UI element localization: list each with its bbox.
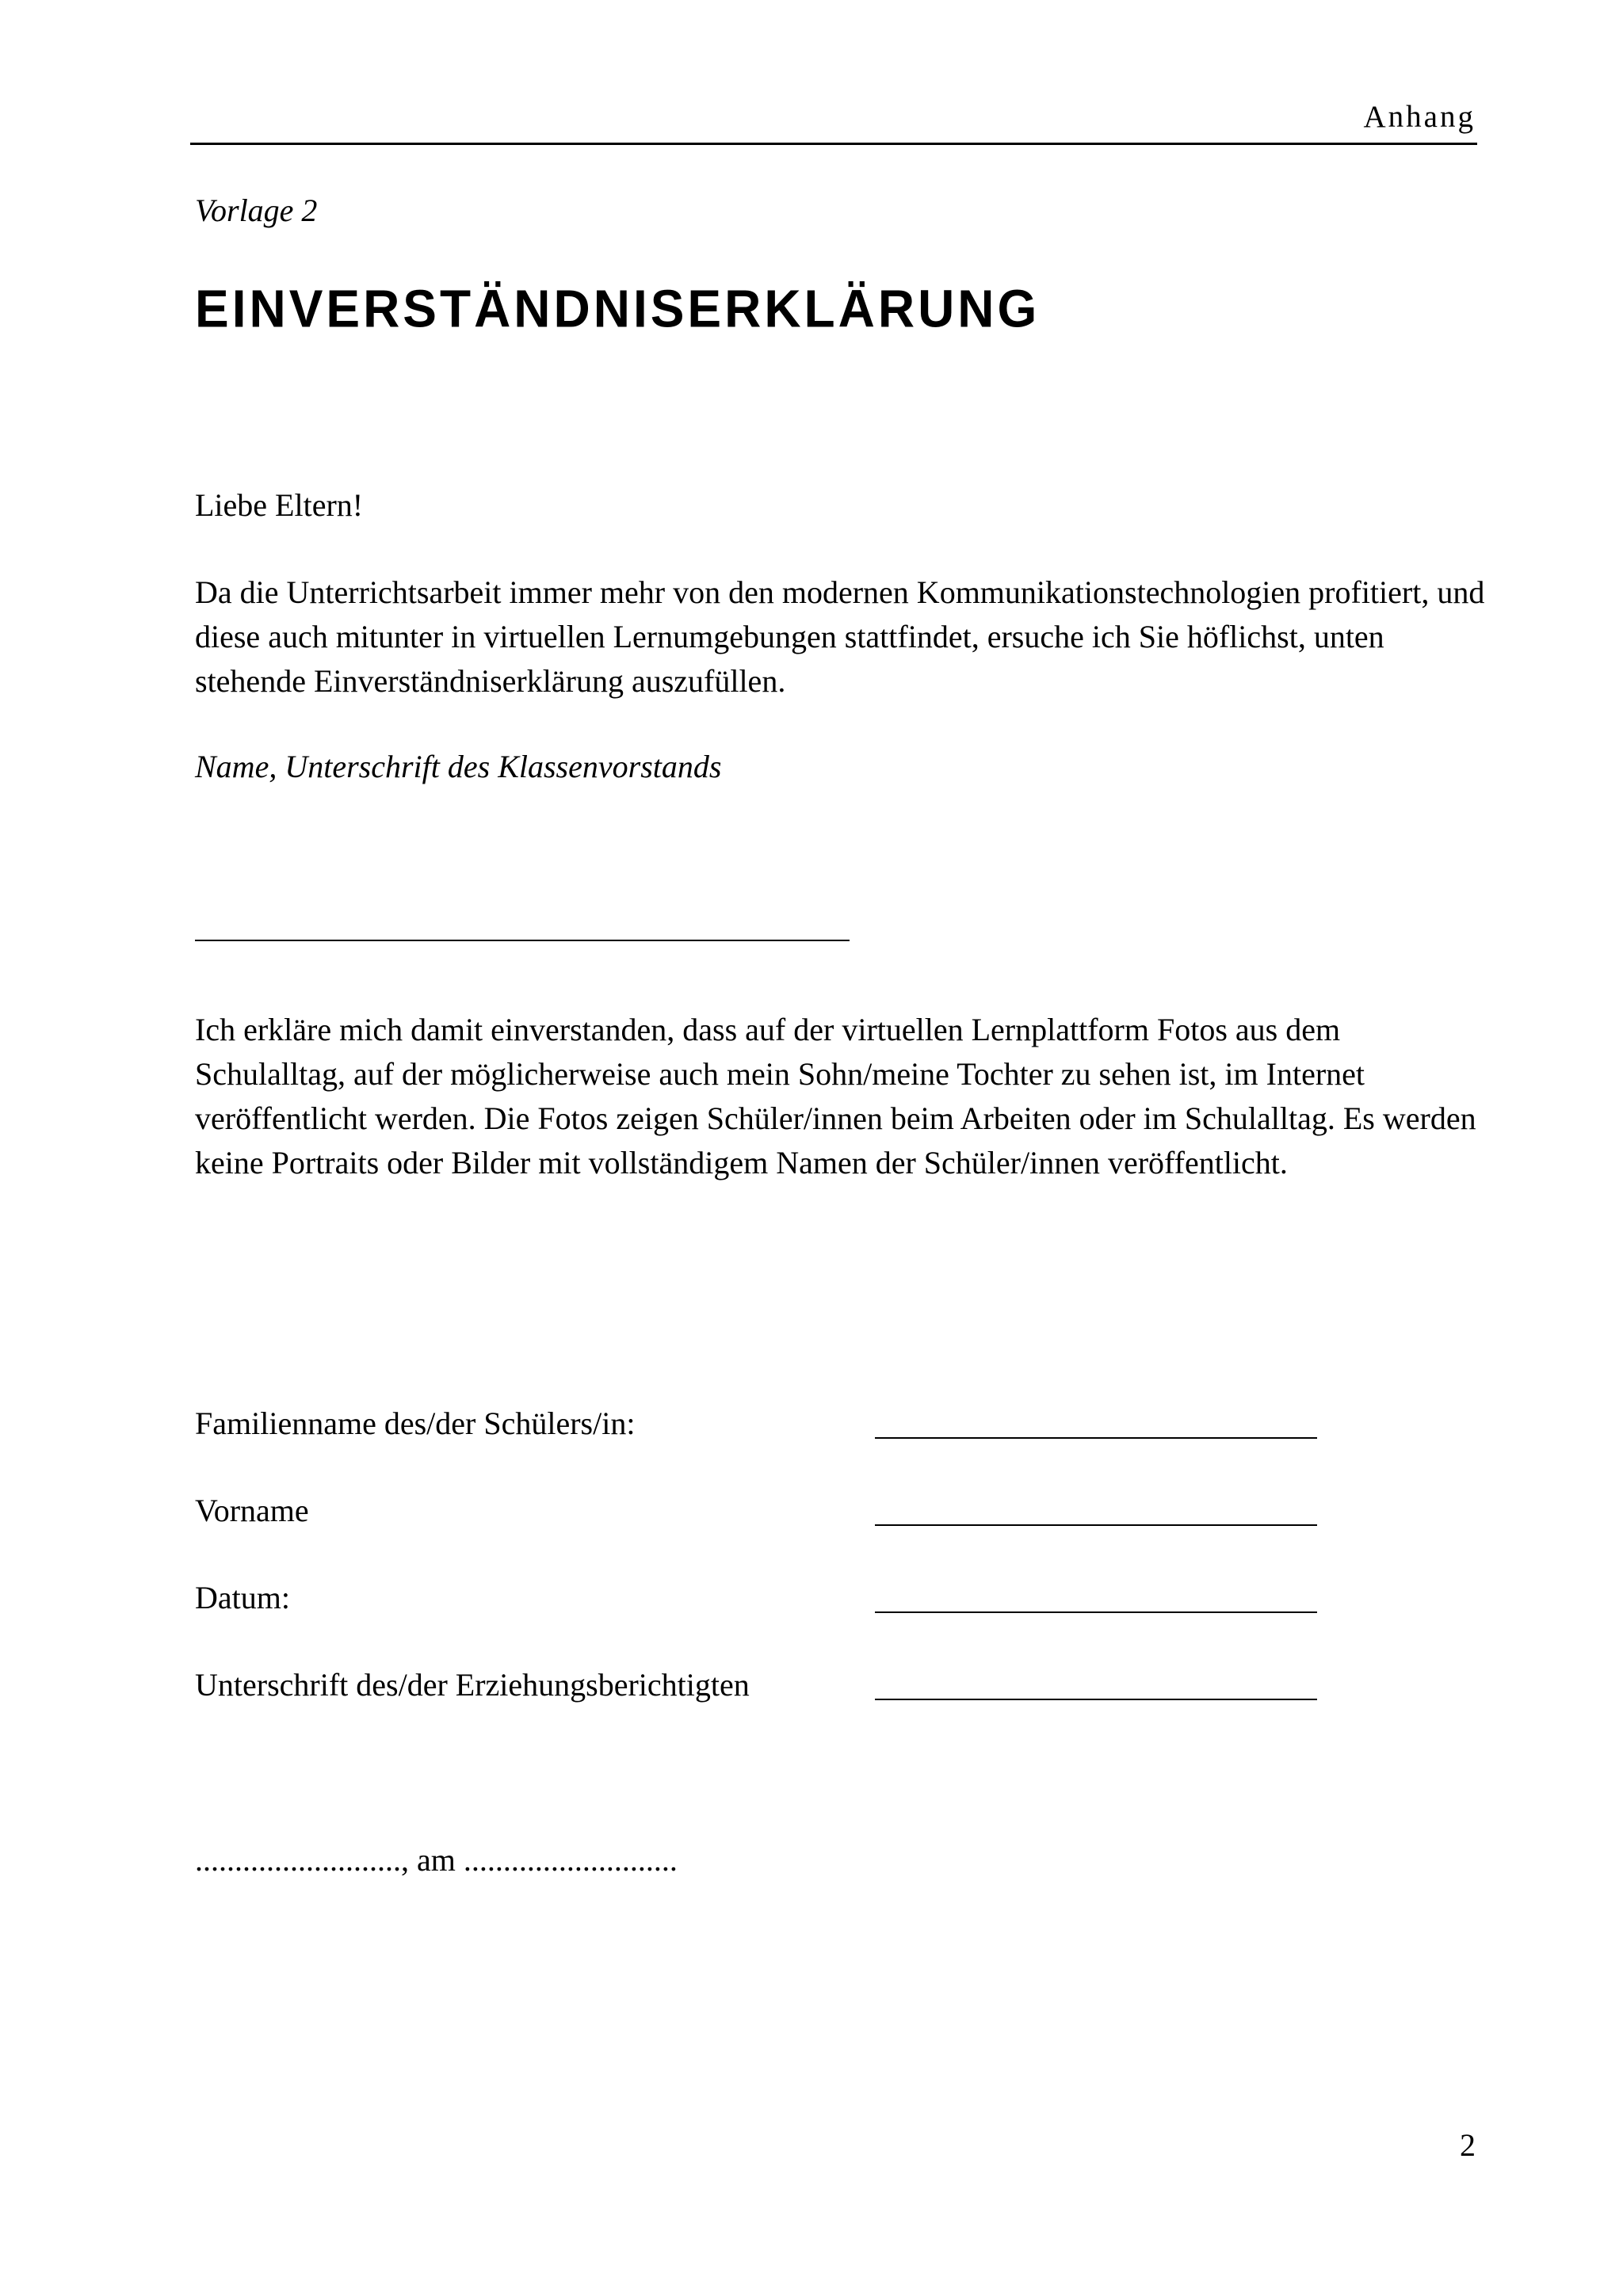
first-name-field[interactable]: [875, 1524, 1317, 1526]
consent-paragraph: Ich erkläre mich damit einverstanden, dass auf der virtuellen Lernplattform Fotos aus dem Schulalltag, auf der möglicherweise auch mein Sohn/meine Tochter zu sehen ist, im Internet veröffentlicht werden. Die Fotos zeigen Schüler/innen beim Arbeiten oder im Schulalltag. Es werden keine Portraits oder Bilder mit vollständigem Namen der Schüler/innen veröffentlicht.: [195, 1012, 1476, 1180]
document-title: EINVERSTÄNDNISERKLÄRUNG: [195, 278, 1041, 339]
page-number: 2: [1460, 2127, 1476, 2163]
date-label: Datum:: [195, 1580, 290, 1615]
running-header: Anhang: [1363, 100, 1476, 134]
teacher-signature-line[interactable]: [195, 940, 850, 941]
place-date-line[interactable]: .........................., am ...........................: [195, 1842, 678, 1878]
guardian-signature-label: Unterschrift des/der Erziehungsberichtigten: [195, 1667, 750, 1703]
first-name-label: Vorname: [195, 1493, 309, 1528]
family-name-field[interactable]: [875, 1437, 1317, 1439]
intro-paragraph: Da die Unterrichtsarbeit immer mehr von den modernen Kommunikationstechnologien profitiert, und diese auch mitunter in virtuellen Lernumgebungen stattfindet, ersuche ich Sie höflichst, unten stehende Einverständniserklärung auszufüllen.: [195, 574, 1485, 699]
family-name-label: Familienname des/der Schülers/in:: [195, 1405, 636, 1441]
salutation: Liebe Eltern!: [195, 487, 364, 523]
date-field[interactable]: [875, 1611, 1317, 1613]
template-label: Vorlage 2: [195, 193, 318, 228]
guardian-signature-field[interactable]: [875, 1699, 1317, 1700]
teacher-signature-label: Name, Unterschrift des Klassenvorstands: [195, 749, 722, 784]
header-rule: [190, 143, 1477, 145]
